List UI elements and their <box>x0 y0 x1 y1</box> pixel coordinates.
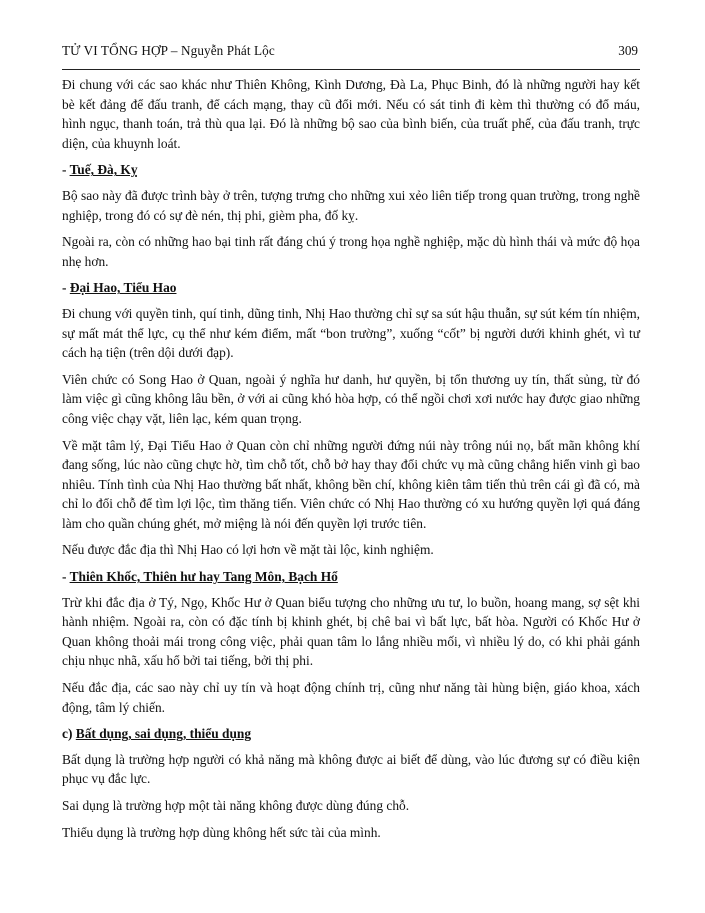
paragraph: Nếu đắc địa, các sao này chỉ uy tín và hoạt động chính trị, cũng như năng tài hùng biện, giáo khoa, xách động, tâm lý chiến. <box>62 680 640 715</box>
page-content <box>62 75 640 842</box>
heading-prefix: - <box>62 162 70 178</box>
running-title: TỬ VI TỔNG HỢP – Nguyễn Phát Lộc <box>62 43 275 58</box>
paragraph: Đi chung với các sao khác như Thiên Không, Kình Dương, Đà La, Phục Binh, đó là những người hay kết bè kết đảng để đấu tranh, để cách mạng, thay cũ đổi mới. Nếu có sát tinh đi kèm thì thường có đổ máu, hình ngục, thanh toán, trả thù qua lại. Đó là những bộ sao của bình biến, của truất phế, của đấu tranh, trực diện, của khuynh loát. <box>62 77 640 151</box>
heading-title: Đại Hao, Tiểu Hao <box>69 280 177 296</box>
section-heading <box>62 160 640 180</box>
heading-prefix: - <box>62 280 70 296</box>
paragraph: Trừ khi đắc địa ở Tý, Ngọ, Khốc Hư ở Quan biểu tượng cho những ưu tư, lo buồn, hoang mang, sợ sệt khi hành nhiệm. Ngoài ra, còn có đặc tính bị khinh ghét, bị chê bai vì bất lực, bất hòa. Người có Khốc Hư ở Quan không thoải mái trong công việc, phải quan tâm lo lắng nhiều mối, vì nhiều lý do, có khi phải gánh chịu nhục nhã, xấu hổ bởi tai tiếng, bởi thị phi. <box>62 594 640 669</box>
heading-title: Bất dụng, sai dụng, thiểu dụng <box>75 726 252 742</box>
section-heading <box>62 278 640 298</box>
paragraph: Sai dụng là trường hợp một tài năng không được dùng đúng chỗ. <box>62 798 410 813</box>
heading-title: Thiên Khốc, Thiên hư hay Tang Môn, Bạch Hổ <box>69 569 338 585</box>
page-header <box>62 0 640 70</box>
paragraph: Nếu được đắc địa thì Nhị Hao có lợi hơn về mặt tài lộc, kinh nghiệm. <box>62 542 434 558</box>
section-heading <box>62 724 640 744</box>
paragraph: Về mặt tâm lý, Đại Tiểu Hao ở Quan còn chỉ những người đứng núi này trông núi nọ, bất mãn không khí đang sống, lúc nào cũng chực hờ, tìm chỗ tốt, chỗ bở hay thay đổi chức vụ mà cũng chẳng hiển vinh gì bao nhiêu. Tính tình của Nhị Hao thường bất nhất, không bền chí, không kiên tâm tiến thủ trên cái gì đã có, mà chỉ lo đổi chỗ để tìm lợi lộc, tìm thăng tiến. Viên chức có Nhị Hao thường có xu hướng quyền lợi quá đáng làm cho quần chúng ghét, mở miệng là nói đến quyền lợi trước tiên. <box>62 437 640 531</box>
heading-prefix: - <box>62 569 70 585</box>
paragraph: Ngoài ra, còn có những hao bại tinh rất đáng chú ý trong họa nghề nghiệp, mặc dù hình thái và mức độ họa nhẹ hơn. <box>62 234 640 269</box>
page-number: 309 <box>618 43 638 58</box>
page <box>62 0 640 849</box>
heading-title: Tuế, Đà, Kỵ <box>69 162 138 178</box>
paragraph: Thiểu dụng là trường hợp dùng không hết sức tài của mình. <box>62 824 381 840</box>
paragraph: Viên chức có Song Hao ở Quan, ngoài ý nghĩa hư danh, hư quyền, bị tổn thương uy tín, thất sủng, từ đó làm việc gì cũng không lâu bền, ở với ai cũng khó hòa hợp, có thể ngồi chơi xơi nước hay được giao những công việc chạy vặt, liên lạc, kém quan trọng. <box>62 371 640 426</box>
heading-prefix: c) <box>62 726 76 742</box>
paragraph: Đi chung với quyền tinh, quí tinh, dũng tinh, Nhị Hao thường chỉ sự sa sút hậu thuẫn, sự sút kém tín nhiệm, sự mất mát thể lực, cụ thể như kém điểm, mất “bon trường”, xuống “cốt” bị người dưới khinh ghét, vì tư cách hạ tiện (trên dội dưới đạp). <box>62 305 640 361</box>
section-heading <box>62 567 640 587</box>
paragraph: Bộ sao này đã được trình bày ở trên, tượng trưng cho những xui xẻo liên tiếp trong quan trường, trong nghề nghiệp, trong đó có sự đè nén, thị phi, gièm pha, đố kỵ. <box>62 187 640 223</box>
paragraph: Bất dụng là trường hợp người có khả năng mà không được ai biết để dùng, vào lúc đương sự có điều kiện phục vụ đắc lực. <box>62 751 640 787</box>
